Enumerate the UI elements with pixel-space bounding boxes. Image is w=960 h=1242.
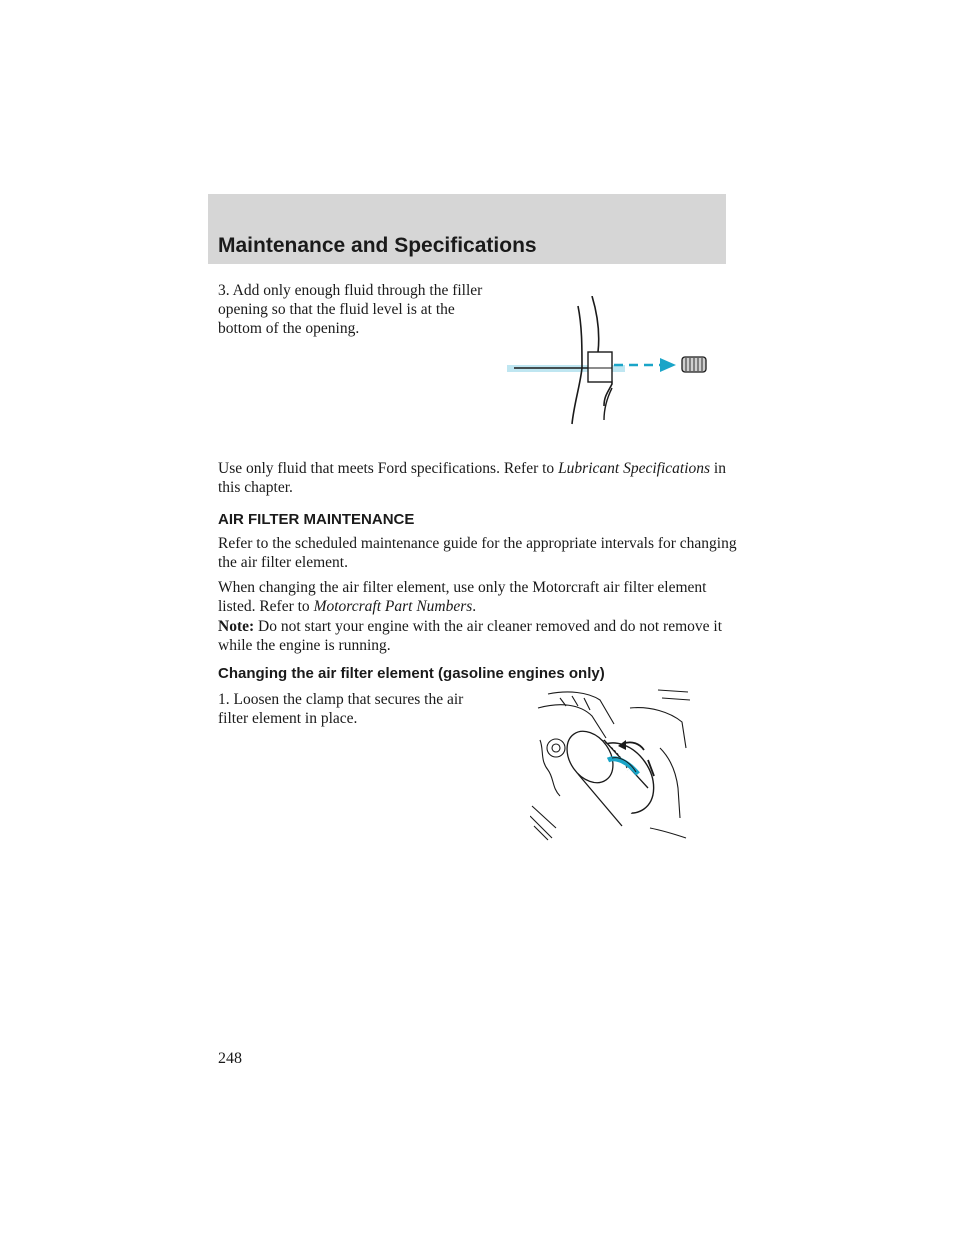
filler-opening [588, 352, 612, 382]
engine-detail-right [660, 748, 680, 818]
air-filter-para2 [218, 578, 738, 616]
step-3-text: 3. Add only enough fluid through the filler opening so that the fluid level is at the bottom of the opening. [218, 282, 483, 337]
air-filter-heading: AIR FILTER MAINTENANCE [218, 511, 415, 528]
note-text: Do not start your engine with the air cleaner removed and do not remove it while the engine is running. [218, 618, 723, 654]
engine-pulley-hub [552, 744, 560, 752]
engine-detail-left [540, 740, 560, 796]
air-filter-illustration [530, 688, 692, 856]
changing-heading: Changing the air filter element (gasoline engines only) [218, 665, 605, 682]
air-filter-para2-suffix: . [472, 598, 477, 615]
changing-step-1: 1. Loosen the clamp that secures the air filter element in place. [218, 691, 464, 727]
arrow-head-icon [660, 358, 676, 372]
fluid-note-suffix: in this chapter. [218, 460, 726, 496]
lubricant-specifications-ref: Lubricant Specifications [558, 460, 711, 477]
motorcraft-part-numbers-ref: Motorcraft Part Numbers [313, 598, 473, 615]
engine-pulley [547, 739, 565, 757]
hose-ribs [560, 696, 590, 710]
air-filter-para2-text: When changing the air filter element, use only the Motorcraft air filter element listed. Refer to [218, 579, 707, 615]
intake-hose-lower [538, 705, 606, 738]
filler-plug-illustration [500, 296, 720, 426]
page-number: 248 [218, 1050, 242, 1067]
engine-detail-bottom [650, 828, 686, 838]
note-label: Note: [218, 618, 255, 635]
section-title: Maintenance and Specifications [218, 234, 537, 257]
hatch-lines-left [530, 806, 556, 840]
engine-cover [630, 708, 686, 748]
housing-wall-right [592, 296, 612, 406]
note [218, 617, 738, 655]
hatch-lines-top [658, 690, 690, 700]
fluid-note [218, 459, 738, 497]
filter-element [558, 723, 667, 826]
air-filter-para1: Refer to the scheduled maintenance guide for the appropriate intervals for changing the air filter element. [218, 535, 737, 571]
fluid-note-text: Use only fluid that meets Ford specifications. Refer to [218, 460, 559, 477]
